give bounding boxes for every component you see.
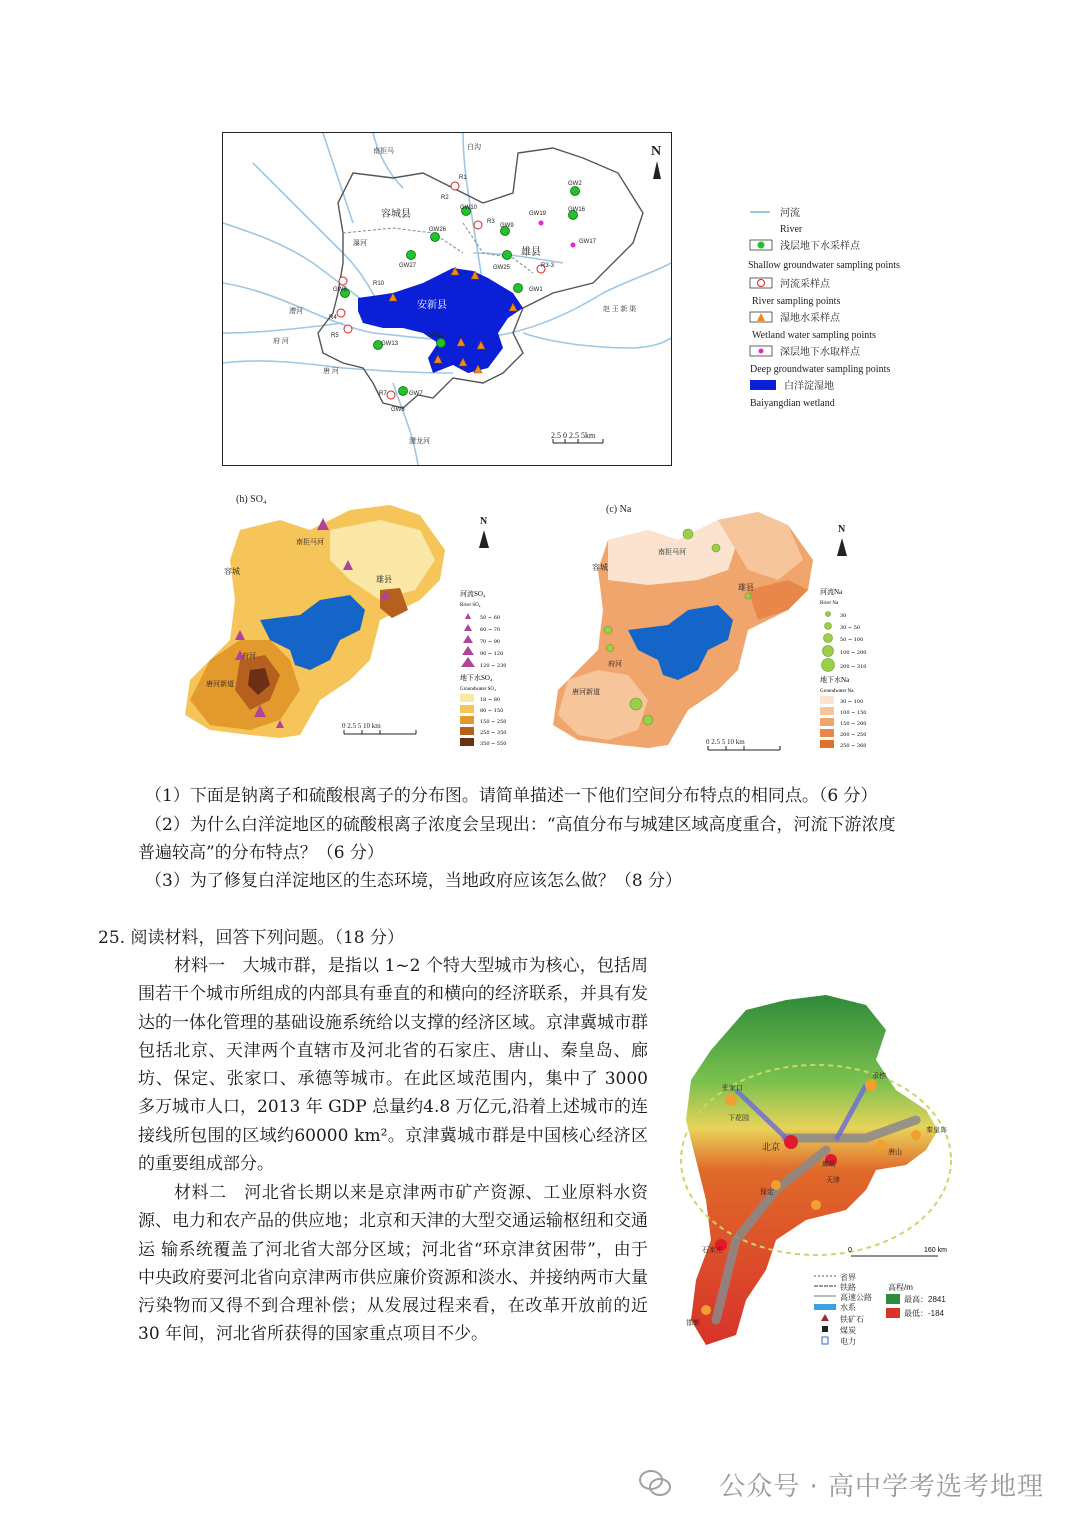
svg-text:R3: R3 bbox=[487, 219, 495, 225]
svg-text:R3-3: R3-3 bbox=[541, 263, 555, 269]
material-2 bbox=[138, 1179, 648, 1349]
legend-shallow-cn: 浅层地下水采样点 bbox=[780, 241, 860, 252]
na-legend-gw-en: Groundwater Na bbox=[820, 689, 854, 694]
sampling-map bbox=[222, 132, 672, 466]
na-legend-gw-cn: 地下水Na bbox=[820, 676, 850, 684]
legend-rail: 铁路 bbox=[840, 1283, 856, 1292]
legend-wetland-cn: 湿地水采样点 bbox=[780, 313, 840, 324]
na-legend bbox=[818, 584, 890, 754]
na-title: (c) Na bbox=[606, 504, 632, 515]
question-3: （3）为了修复白洋淀地区的生态环境，当地政府应该怎么做？（8 分） bbox=[145, 871, 683, 891]
so4-rc-1: 60 ~ 70 bbox=[480, 627, 501, 633]
watermark: 公众号 · 高中学考选考地理 bbox=[719, 1472, 1044, 1502]
material-1-text: 材料一 大城市群，是指以 1~2 个特大型城市为核心，包括周围若干个城市所组成的内部具有垂直的和横向的经济联系，并具有发达的一体化管理的基础设施系统给以支撑的经济区域。京津冀城市群包括北京、天津两个直辖市及河北省的石家庄、唐山、秦皇岛、廊坊、保定、张家口、承德等城市。在此区域范围内，集中了 3000 多万城市人口，2013 年 GDP 总量约4.8 万亿元,沿着上述城市的连接线所包围的区域约60000 km²。京津冀城市群是中国核心经济区的重要组成部分。 bbox=[138, 956, 648, 1175]
so4-legend-river-cn: 河流SO₄ bbox=[460, 590, 486, 598]
map1-legend bbox=[748, 204, 938, 414]
so4-gc-1: 80 ~ 150 bbox=[480, 708, 504, 714]
question-1: （1）下面是钠离子和硫酸根离子的分布图。请简单描述一下他们空间分布特点的相同点。（6 分） bbox=[145, 786, 878, 806]
na-gc-4: 250 ~ 360 bbox=[840, 743, 867, 749]
svg-text:GW26: GW26 bbox=[429, 227, 447, 233]
sampling-map-svg bbox=[223, 133, 671, 465]
svg-text:容城: 容城 bbox=[592, 563, 608, 572]
so4-rc-4: 120 ~ 230 bbox=[480, 663, 507, 669]
so4-rc-2: 70 ~ 90 bbox=[480, 639, 501, 645]
map1-scale: 2.5 0 2.5 5km bbox=[551, 431, 596, 440]
svg-text:瀑河: 瀑河 bbox=[353, 239, 367, 247]
svg-text:南拒马河: 南拒马河 bbox=[658, 548, 686, 556]
city-xiahuayuan: 下花园 bbox=[728, 1115, 749, 1122]
so4-legend-river-en: River SO₄ bbox=[460, 603, 481, 608]
so4-legend bbox=[458, 586, 530, 754]
map3-scale-right: 160 km bbox=[924, 1247, 947, 1254]
svg-text:N: N bbox=[480, 516, 488, 527]
city-beijing: 北京 bbox=[762, 1142, 781, 1152]
so4-legend-gw-cn: 地下水SO₄ bbox=[460, 674, 493, 682]
svg-text:潴龙河: 潴龙河 bbox=[409, 437, 430, 445]
svg-text:GW8: GW8 bbox=[391, 407, 405, 413]
svg-text:白沟: 白沟 bbox=[467, 143, 481, 151]
svg-text:府河: 府河 bbox=[242, 652, 256, 660]
svg-text:GW1: GW1 bbox=[529, 287, 543, 293]
map1-legend-svg bbox=[748, 204, 938, 414]
svg-text:R7: R7 bbox=[379, 391, 387, 397]
svg-text:雄县: 雄县 bbox=[521, 247, 541, 258]
map3-scale-left: 0 bbox=[848, 1247, 852, 1254]
legend-iron: 铁矿石 bbox=[840, 1315, 864, 1324]
svg-text:R4: R4 bbox=[329, 315, 337, 321]
city-baoding: 保定 bbox=[760, 1189, 774, 1196]
na-rc-1: 30 ~ 50 bbox=[840, 625, 861, 631]
svg-text:GW27: GW27 bbox=[399, 263, 417, 269]
na-gc-1: 100 ~ 150 bbox=[840, 710, 867, 716]
na-legend-river-cn: 河流Na bbox=[820, 588, 843, 596]
legend-highway: 高速公路 bbox=[840, 1293, 872, 1302]
na-legend-svg bbox=[818, 584, 890, 754]
svg-text:GW17: GW17 bbox=[579, 239, 597, 245]
legend-by-en: Baiyangdian wetland bbox=[750, 398, 835, 409]
legend-border: 省界 bbox=[840, 1273, 856, 1282]
city-tianjin: 天津 bbox=[826, 1177, 840, 1184]
na-legend-river-en: River Na bbox=[820, 601, 839, 606]
svg-text:南拒马河: 南拒马河 bbox=[296, 538, 324, 546]
na-rc-4: 200 ~ 310 bbox=[840, 664, 867, 670]
svg-text:GW9: GW9 bbox=[500, 223, 514, 229]
na-rc-0: 30 bbox=[840, 613, 847, 619]
legend-water: 水系 bbox=[840, 1303, 856, 1312]
so4-scale: 0 2.5 5 10 km bbox=[342, 722, 381, 730]
legend-power: 电力 bbox=[840, 1337, 856, 1346]
svg-text:R10: R10 bbox=[373, 281, 385, 287]
elev-high: 最高：2841 bbox=[904, 1295, 946, 1304]
svg-text:GW16: GW16 bbox=[568, 207, 586, 213]
svg-text:赵 王 新 渠: 赵 王 新 渠 bbox=[603, 305, 637, 313]
legend-deep-en: Deep groundwater sampling points bbox=[750, 364, 891, 375]
city-handan: 邯郸 bbox=[686, 1320, 700, 1327]
svg-text:GW19: GW19 bbox=[529, 211, 547, 217]
city-qinhuangdao: 秦皇岛 bbox=[926, 1127, 947, 1134]
svg-text:雄县: 雄县 bbox=[376, 575, 392, 584]
q25-header: 25. 阅读材料，回答下列问题。（18 分） bbox=[98, 928, 404, 948]
so4-gc-0: 18 ~ 80 bbox=[480, 697, 501, 703]
svg-text:R2: R2 bbox=[441, 195, 449, 201]
svg-text:GW13: GW13 bbox=[381, 341, 399, 347]
elev-low: 最低：-184 bbox=[904, 1309, 945, 1318]
svg-text:N: N bbox=[838, 524, 846, 535]
so4-gc-3: 250 ~ 350 bbox=[480, 730, 507, 736]
svg-text:N: N bbox=[651, 144, 662, 159]
so4-legend-gw-en: Groundwater SO₄ bbox=[460, 687, 496, 692]
question-2-line1: （2）为什么白洋淀地区的硫酸根离子浓度会呈现出：“高值分布与城建区域高度重合，河流下游浓度 bbox=[145, 815, 896, 835]
legend-by-cn: 白洋淀湿地 bbox=[784, 381, 834, 392]
legend-wetland-en: Wetland water sampling points bbox=[752, 330, 876, 341]
material-1 bbox=[138, 952, 648, 1178]
svg-text:GW7: GW7 bbox=[409, 391, 423, 397]
svg-text:GW6: GW6 bbox=[333, 287, 347, 293]
so4-gc-4: 350 ~ 550 bbox=[480, 741, 507, 747]
elev-title: 高程/m bbox=[888, 1283, 913, 1292]
city-chengde: 承德 bbox=[872, 1073, 886, 1080]
na-rc-2: 50 ~ 100 bbox=[840, 637, 864, 643]
legend-deep-cn: 深层地下水取样点 bbox=[780, 347, 860, 358]
svg-text:府河: 府河 bbox=[608, 660, 622, 668]
watermark-icon bbox=[638, 1468, 672, 1498]
svg-text:GW10: GW10 bbox=[460, 205, 478, 211]
svg-text:R1: R1 bbox=[459, 175, 467, 181]
so4-legend-svg bbox=[458, 586, 530, 754]
so4-rc-0: 50 ~ 60 bbox=[480, 615, 501, 621]
svg-text:安新县: 安新县 bbox=[417, 300, 447, 311]
legend-river-cn: 河流 bbox=[780, 208, 800, 219]
na-gc-3: 200 ~ 250 bbox=[840, 732, 867, 738]
city-langfang: 廊坊 bbox=[822, 1161, 836, 1168]
svg-text:南拒马: 南拒马 bbox=[373, 147, 394, 155]
legend-riverpt-cn: 河流采样点 bbox=[780, 279, 830, 290]
legend-riverpt-en: River sampling points bbox=[752, 296, 841, 307]
wechat-icon bbox=[638, 1468, 672, 1498]
svg-text:GW2: GW2 bbox=[568, 181, 582, 187]
na-gc-2: 150 ~ 200 bbox=[840, 721, 867, 727]
legend-coal: 煤炭 bbox=[840, 1326, 856, 1335]
svg-text:R5: R5 bbox=[331, 333, 339, 339]
material-2-text: 材料二 河北省长期以来是京津两市矿产资源、工业原料水资源、电力和农产品的供应地；北京和天津的大型交通运输枢纽和交通运 输系统覆盖了河北省大部分区域；河北省“环京津贫困带”，由于中央政府要河北省向京津两市供应廉价资源和淡水、并接纳两市大量污染物而又得不到合理补偿；从发展过程来看，在改革开放前的近 30 年间，河北省所获得的国家重点项目不少。 bbox=[138, 1183, 648, 1345]
svg-text:府 河: 府 河 bbox=[273, 337, 289, 345]
svg-text:唐河新道: 唐河新道 bbox=[206, 680, 234, 688]
city-zhangjiakou: 张家口 bbox=[722, 1085, 743, 1092]
city-tangshan: 唐山 bbox=[888, 1149, 902, 1156]
so4-title: (h) SO₄ bbox=[236, 494, 267, 505]
jingjinji-map-svg bbox=[676, 990, 966, 1352]
svg-text:容城县: 容城县 bbox=[381, 209, 411, 220]
na-scale: 0 2.5 5 10 km bbox=[706, 738, 745, 746]
city-shijiazhuang: 石家庄 bbox=[702, 1247, 723, 1254]
svg-text:GW25: GW25 bbox=[493, 265, 511, 271]
svg-text:雄县: 雄县 bbox=[738, 583, 754, 592]
svg-text:唐河新道: 唐河新道 bbox=[572, 688, 600, 696]
svg-text:容城: 容城 bbox=[224, 567, 240, 576]
jingjinji-map bbox=[676, 990, 966, 1352]
question-2-line2: 普遍较高”的分布特点？（6 分） bbox=[138, 843, 384, 863]
na-rc-3: 100 ~ 200 bbox=[840, 650, 867, 656]
so4-rc-3: 90 ~ 120 bbox=[480, 651, 504, 657]
so4-gc-2: 150 ~ 250 bbox=[480, 719, 507, 725]
legend-shallow-en: Shallow groundwater sampling points bbox=[748, 260, 900, 271]
legend-river-en: River bbox=[780, 224, 803, 235]
svg-text:唐 河: 唐 河 bbox=[323, 367, 339, 375]
svg-text:GW11: GW11 bbox=[427, 333, 444, 339]
na-gc-0: 30 ~ 100 bbox=[840, 699, 864, 705]
svg-text:漕河: 漕河 bbox=[289, 307, 303, 315]
